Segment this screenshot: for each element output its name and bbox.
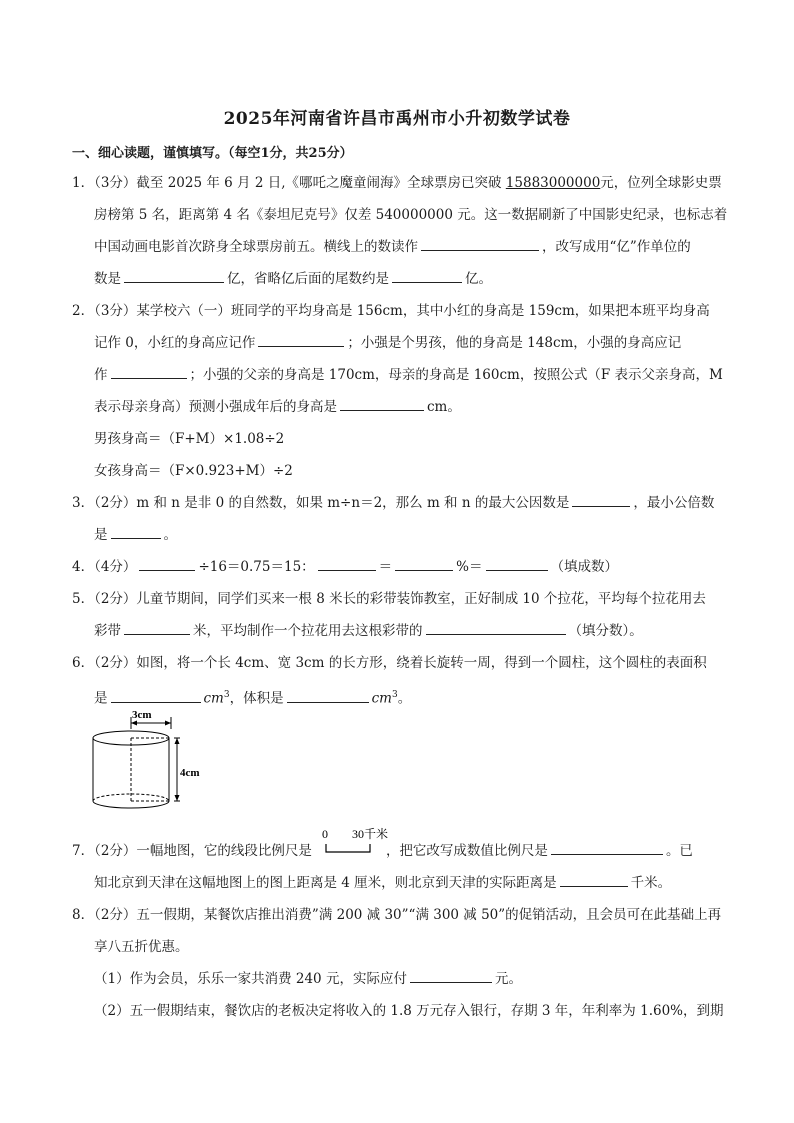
q3-blank-gcd[interactable]	[572, 494, 630, 507]
q6-blank-area[interactable]	[111, 690, 201, 703]
page-title: 2025年河南省许昌市禹州市小升初数学试卷	[223, 109, 571, 129]
q3-blank-lcm[interactable]	[111, 526, 161, 539]
q5-blank-meters[interactable]	[124, 622, 190, 635]
q4-blank-3[interactable]	[395, 558, 453, 571]
q6-blank-volume[interactable]	[287, 690, 369, 703]
q7-line1: 7．（2分）一幅地图，它的线段比例尺是 ，把它改写成数值比例尺是 。已	[72, 843, 693, 859]
q5-line2: 彩带 米，平均制作一个拉花用去这根彩带的 （填分数）。	[94, 623, 643, 639]
q2-formula-girl: 女孩身高＝（F×0.923+M）÷2	[94, 463, 293, 479]
q2-formula-boy: 男孩身高＝（F+M）×1.08÷2	[94, 431, 285, 447]
q8-line1: 8．（2分）五一假期，某餐饮店推出消费”满 200 减 30”“满 300 减 50”的促销活动，且会员可在此基础上再	[72, 907, 722, 923]
q8-blank-pay[interactable]	[410, 970, 492, 983]
q2-line4: 表示母亲身高）预测小强成年后的身高是 cm。	[94, 399, 461, 415]
q2-line1: 2．（3分）某学校六（一）班同学的平均身高是 156cm，其中小红的身高是 159cm，如果把本班平均身高	[72, 303, 710, 319]
q8-sub2: （2）五一假期结束，餐饮店的老板决定将收入的 1.8 万元存入银行，存期 3 年，年利率为 1.60%，到期	[94, 1003, 724, 1019]
svg-text:30千米: 30千米	[352, 827, 389, 841]
q5-blank-fraction[interactable]	[426, 622, 566, 635]
section-heading: 一、细心读题，谨慎填写。（每空1分，共25分）	[72, 146, 353, 161]
q1-line1: 1．（3分）截至 2025 年 6 月 2 日,《哪吒之魔童闹海》全球票房已突破 15883000000元，位列全球影史票	[72, 175, 722, 191]
cylinder-width-label: 3cm	[132, 709, 152, 721]
q7-blank-distance[interactable]	[560, 874, 628, 887]
q6-line1: 6．（2分）如图，将一个长 4cm、宽 3cm 的长方形，绕着长旋转一周，得到一个圆柱，这个圆柱的表面积	[72, 655, 707, 671]
q1-amount: 15883000000	[505, 175, 601, 191]
q2-blank-xiaoqiang[interactable]	[111, 366, 187, 379]
svg-text:0: 0	[322, 827, 328, 841]
q8-sub1: （1）作为会员，乐乐一家共消费 240 元，实际应付 元。	[94, 971, 522, 987]
q8-line2: 享八五折优惠。	[94, 939, 189, 955]
q4-line1: 4．（4分） ÷16＝0.75＝15： ＝ %＝ （填成数）	[72, 559, 618, 575]
q2-line3: 作 ；小强的父亲的身高是 170cm，母亲的身高是 160cm，按照公式（F 表示父亲身高，M	[94, 367, 723, 383]
q4-blank-2[interactable]	[318, 558, 376, 571]
q1-blank-yi[interactable]	[124, 270, 224, 283]
q2-line2: 记作 0，小红的身高应记作 ；小强是个男孩，他的身高是 148cm，小强的身高应记	[94, 335, 682, 351]
q1-blank-read[interactable]	[421, 238, 539, 251]
q7-blank-ratio[interactable]	[551, 842, 663, 855]
q7-line2: 知北京到天津在这幅地图上的图上距离是 4 厘米，则北京到天津的实际距离是 千米。	[94, 875, 672, 891]
q1-line2: 房榜第 5 名，距离第 4 名《泰坦尼克号》仅差 540000000 元。这一数据刷新了中国影史纪录，也标志着	[94, 207, 728, 223]
q2-blank-xiaohong[interactable]	[258, 334, 344, 347]
cylinder-figure	[88, 705, 218, 815]
scale-bar	[318, 826, 408, 858]
q1-blank-approx[interactable]	[392, 270, 462, 283]
q5-line1: 5．（2分）儿童节期间，同学们买来一根 8 米长的彩带装饰教室，正好制成 10 个拉花，平均每个拉花用去	[72, 591, 706, 607]
q6-line2: 是 $cm^3$，体积是 $cm^3$。	[94, 690, 412, 707]
q4-blank-4[interactable]	[486, 558, 548, 571]
q4-blank-1[interactable]	[139, 558, 195, 571]
q3-line2: 是 。	[94, 527, 177, 543]
q1-line4: 数是 亿，省略亿后面的尾数约是 亿。	[94, 271, 492, 287]
q2-blank-predict[interactable]	[340, 398, 424, 411]
q3-line1: 3．（2分）m 和 n 是非 0 的自然数，如果 m÷n＝2，那么 m 和 n 的最大公因数是 ，最小公倍数	[72, 495, 715, 511]
cylinder-height-label: 4cm	[180, 767, 200, 779]
q1-line3: 中国动画电影首次跻身全球票房前五。横线上的数读作 ，改写成用“亿”作单位的	[94, 239, 691, 255]
